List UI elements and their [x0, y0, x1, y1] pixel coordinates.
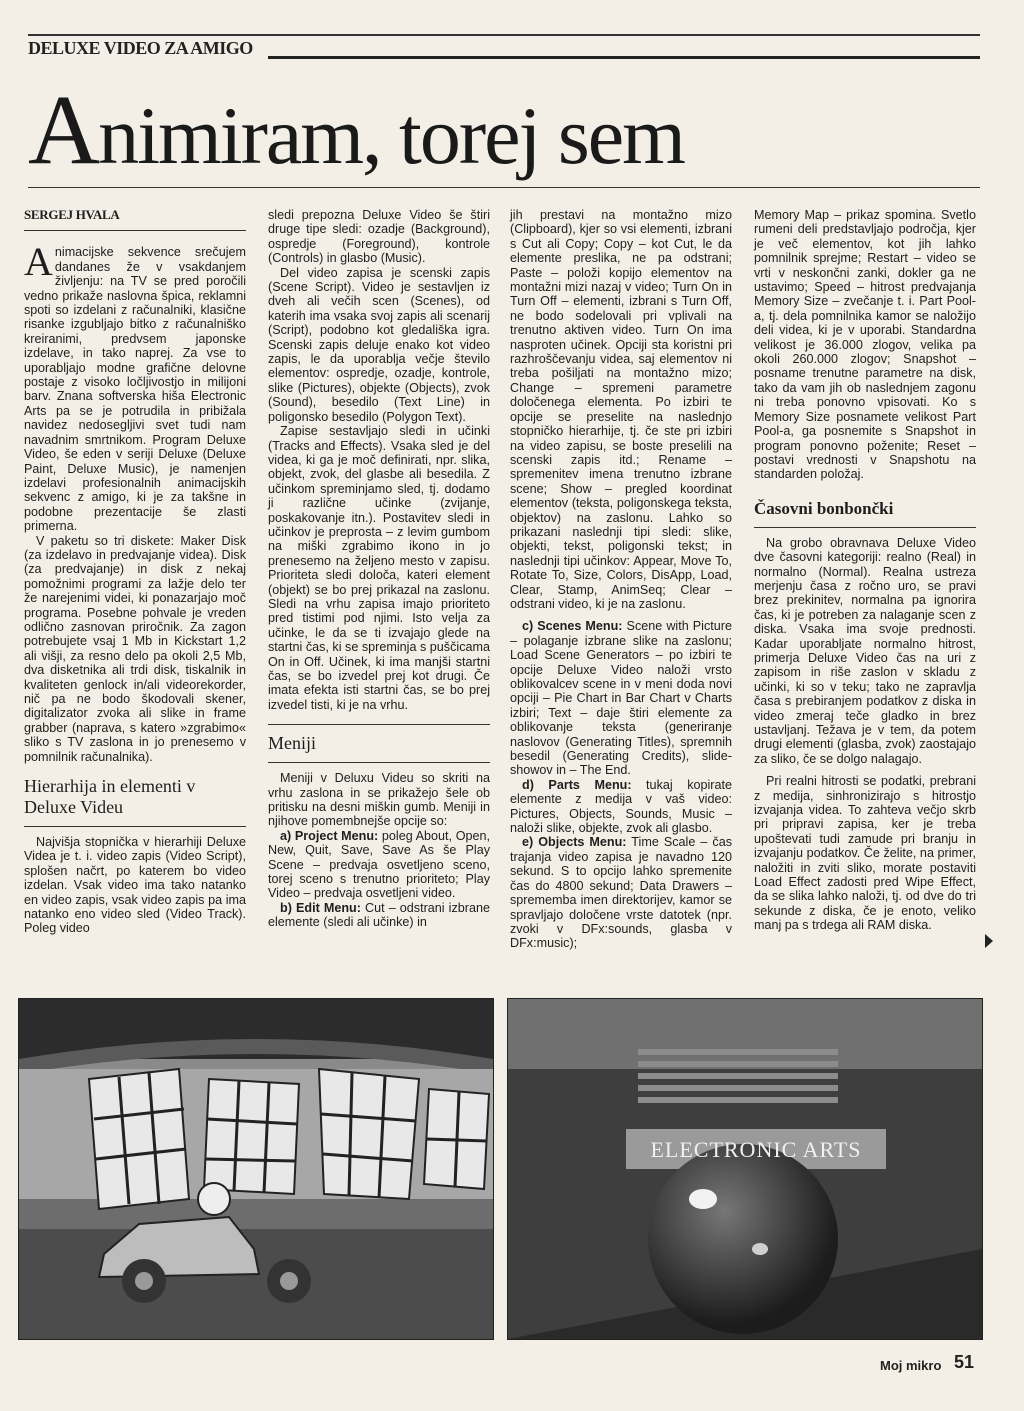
- column-3: [510, 208, 732, 951]
- menu-label: d) Parts Menu:: [522, 777, 632, 792]
- body-paragraph: Zapise sestavljajo sledi in učinki (Tracks and Effects). Vsaka sled je del videa, ki ga je moč definirati, npr. slika, objekt, zvok, del glasbe ali besedila. Z učinkom spreminjamo sled, tj. dodamo ji različne učinke (zvijanje, poskakovanje itn.). Postavitev sledi in učinkov je preprosta – z levim gumbom na miški zgrabimo ikono in jo prenesemo na željeno mesto v zapisu. Prioriteta sledi določa, kateri element (objekt) se bo prej prikazal na zaslonu. Sledi na vrhu zapisa imajo prioriteto pred tistimi pod njimi. Isto velja za učinke, le da se ti izvajajo glede na startni čas, ki se spreminja s puščicama On in Off. Učinek, ki ima manjši startni čas, se bo izvedel prej kot drugi. Če imata efekta isti startni čas, se bo prej izvedel tisti, ki je na vrhu.: [268, 424, 490, 712]
- body-paragraph: sledi prepozna Deluxe Video še štiri druge tipe sledi: ozadje (Background), ospredje (Foreground), kontrole (Controls) in glasbo (Music).: [268, 208, 490, 266]
- subheading-time: Časovni bonbončki: [754, 498, 976, 528]
- title-initial: A: [28, 74, 99, 185]
- section-title: DELUXE VIDEO ZA AMIGO: [28, 38, 253, 58]
- page-number: 51: [954, 1352, 975, 1372]
- screenshot-car-animation: [18, 998, 494, 1340]
- menu-item-paragraph: [268, 829, 490, 901]
- menu-label: b) Edit Menu:: [280, 900, 361, 915]
- title-rest: nimiram, torej sem: [98, 90, 684, 181]
- running-head: [28, 34, 980, 64]
- subheading-hierarchy: Hierarhija in elementi v Deluxe Videu: [24, 776, 246, 827]
- column-1: [24, 208, 246, 936]
- car-scene-image: [19, 999, 493, 1339]
- menu-item-paragraph: [510, 835, 732, 950]
- body-paragraph: jih prestavi na montažno mizo (Clipboard), kjer so vsi elementi, izbrani s Cut ali Copy; Copy – kot Cut, le da elemente preslika, ne pa odstrani; Paste – položi kopijo elementov na montažni mizi nazaj v video; Turn On in Turn Off – elementi, izbrani s Turn Off, ne bodo sodelovali pri vplivali na trenutno aktiven video. Turn On ima nasproten učinek. Opciji sta koristni pri razhroščevanju videa, saj elementov ni treba pošiljati na montažno mizo; Change – spremeni parametre določenega elementa. Po izbiri te opcije se preselite na naslednjo stopničko hierarhije, tj. če ste pri izbiri na video zapisu, se boste preselili na scenski zapis itd.; Rename – spremenitev imena trenutno izbrane scene; Show – pregled koordinat elementov (teksta, poligonskega teksta, objektov) na zaslonu. Lahko so prikazani naslednji tipi sledi: slike, objekti, tekst, poligonski tekst; in naslednji tipi učinkov: Appear, Move To, Rotate To, Size, Colors, DisApp, Load, Clear, Stamp, AnimSeq; Clear – odstrani video, ki je na zaslonu.: [510, 208, 732, 611]
- header-rule: [268, 56, 980, 59]
- menu-item-paragraph: [268, 901, 490, 930]
- body-paragraph: V paketu so tri diskete: Maker Disk (za izdelavo in predvajanje videa). Disk (za predvajanje) in disk z nekaj pomožnimi programi za lažje delo ter že narejenimi videi, ki ponazarjajo moč programa. Posebne pohvale je vreden odlično zasnovan priročnik. Za zagon potrebujete vsaj 1 Mb in Kickstart 1,2 ali višji, za resno delo pa okoli 2,5 Mb, dva disketnika ali trdi disk, tiskalnik in kvaliteten genlock in/ali videorekorder, nič pa ne bodo škodovali skener, digitalizator zvoka ali slike in frame grabber (naprava, s katero »zgrabimo« sliko s TV zaslona in jo prenesemo v pomnilnik računalnika).: [24, 533, 246, 764]
- menu-item-paragraph: [510, 778, 732, 836]
- column-2: [268, 208, 490, 930]
- menu-description: Cut – odstrani izbrane elemente (sledi ali učinke) in: [268, 900, 490, 930]
- magazine-name: Moj mikro: [880, 1358, 942, 1373]
- menu-description: Time Scale – čas trajanja video zapisa je navadno 120 sekund. S to opcijo lahko spremenite čas do 4800 sekund; Data Drawers – sprememba imen direktorijev, kamor se spravljajo določene vrste datotek (npr. zvoki v DFx:sounds, glasba v DFx:music);: [510, 835, 732, 951]
- page-footer: [880, 1350, 980, 1380]
- menu-label: c) Scenes Menu:: [522, 619, 623, 634]
- article-title: [28, 74, 978, 185]
- body-paragraph: Pri realni hitrosti se podatki, prebrani z medija, sinhronizirajo s hitrostjo izvajanja videa. To zahteva večjo skrb pri pripravi zapisa, ker je treba upoštevati tudi zamude pri branju in izvajanju podatkov. Če želite, na primer, naložiti in zviti sliko, morate postaviti Load Effect zadosti pred Wipe Effect, da se slika lahko naloži, tj. od dve do tri sekunde z diska, če je enoto, veliko manj pa s trdega ali RAM diska.: [754, 774, 976, 933]
- ea-scene-image: [508, 999, 982, 1339]
- column-4: [754, 208, 976, 933]
- body-paragraph: Najvišja stopnička v hierarhiji Deluxe Videa je t. i. video zapis (Video Script), splošen načrt, po katerem bo video izdelan. Vsak video ima tako natanko en video zapis, vsak video zapis pa ima natanko eno video sled (Video Track). Poleg video: [24, 835, 246, 936]
- intro-text: nimacijske sekvence srečujem dandanes že v vsakdanjem življenju: na TV se pred poročili vedno prikaže naslovna špica, reklamni spoti so izdelani z računalniki, klasične risanke izgubljajo bitko z računalniško kreiranimi, predvsem japonske izdelave, in tako naprej. Za vse to uporabljajo modne grafične delovne postaje z visoko ločljivostjo in milijoni barv. Znana softverska hiša Electronic Arts pa se je potrudila in pribižala navidez nedosegljivi svet tudi nam navadnim smrtnikom. Program Deluxe Video, še eden v seriji Deluxe (Deluxe Paint, Deluxe Music), je namenjen izdelavi profesionalnih animacijskih sekvenc z amigo, ki je za takšne in podobne prezentacije še zlasti primerna.: [24, 245, 246, 534]
- author-byline: SERGEJ HVALA: [24, 208, 246, 231]
- body-paragraph: Del video zapisa je scenski zapis (Scene Script). Video je sestavljen iz dveh ali večih scen (Scenes), od katerih ima vsaka svoj zapis ali scenarij (Script), podobno kot gledališka igra. Scenski zapis deluje enako kot video zapis, le da uporablja večje število elementov: ospredje, ozadje, kontrole, slike (Pictures), objekte (Objects), zvok (Sound), besedilo (Text Line) in poligonsko besedilo (Polygon Text).: [268, 265, 490, 424]
- continue-arrow-icon: [983, 932, 995, 950]
- menu-description: poleg About, Open, New, Quit, Save, Save As še Play Scene – predvaja osvetljeno sceno, torej sceno s trenutno prioriteto; Play Video – predvaja osvetljeni video.: [268, 828, 490, 901]
- menu-description: Scene with Picture – polaganje izbrane slike na zaslonu; Load Scene Generators – po izbiri te opcije Deluxe Video naloži vrsto oblikovalcev scene in v meni doda novi opciji – Pie Chart in Bar Chart v Charts izbiri; Text – daje štiri elemente za oblikovanje teksta (generiranje naslovov (Generating Titles), spremnih besedil (Generating Credits), slide-showov in – The End.: [510, 619, 732, 778]
- top-rule: [28, 34, 980, 36]
- menu-description: tukaj kopirate elemente z medija v vaš video: Pictures, Objects, Sounds, Music – naloži slike, objekte, zvok ali glasbo.: [510, 777, 732, 836]
- subheading-menus: Meniji: [268, 724, 490, 763]
- screenshot-ea-logo: [507, 998, 983, 1340]
- ea-logo-text: ELECTRONIC ARTS: [650, 1137, 862, 1162]
- body-paragraph: Na grobo obravnava Deluxe Video dve časovni kategoriji: realno (Real) in normalno (Normal). Realna ustreza merjenju časa z ročno uro, se pravi brez prekinitev, normalna pa ignorira čas, ki je potreben za nalaganje scen z diska. Vsaka ima svoje prednosti. Kadar uporabljate normalno hitrost, primerja Deluxe Video čas na uri z zapisom in riše zaslon v skladu z učinki, ki so v teku; tako ne zapravlja časa s prebiranjem podatkov z diska in video zmeraj teče gladko in brez ustavljanj. Težava je v tem, da potem drugi elementi (glasba, zvok) zaostajajo za sliko, če se dolgo nalagajo.: [754, 535, 976, 766]
- intro-paragraph: [24, 239, 246, 534]
- body-paragraph: Meniji v Deluxu Videu so skriti na vrhu zaslona in se prikažejo šele ob pritisku na desni miškin gumb. Meniji in njihove pomembnejše opcije so:: [268, 771, 490, 829]
- menu-label: a) Project Menu:: [280, 828, 379, 843]
- menu-label: e) Objects Menu:: [522, 835, 627, 850]
- drop-cap: A: [24, 239, 53, 285]
- body-paragraph: Memory Map – prikaz spomina. Svetlo rumeni deli predstavljajo področja, kjer je več elementov, kot jih lahko pomnilnik sprejme; Restart – video se vrti v neskončni zanki, dokler ga ne ustavimo; Speed – hitrost predvajanja Memory Size – zvečanje t. i. Part Pool-a, tj. dela pomnilnika kamor se naložijo deli videa, ki je v uporabi. Standardna velikost je 36.000 zlogov, velika pa okoli 260.000 zlogov; Snapshot – posname trenutne parametre na disk, tako da vam jih ob naslednjem zagonu ni treba ponovno vpisovati. Ko s Memory Size posnamete velikost Part Pool-a, ga posnemite s Snapshot in program ponovno poženite; Reset – postavi vrednosti v Snapshotu na standarden položaj.: [754, 208, 976, 482]
- title-rule: [28, 187, 980, 188]
- menu-item-paragraph: [510, 619, 732, 777]
